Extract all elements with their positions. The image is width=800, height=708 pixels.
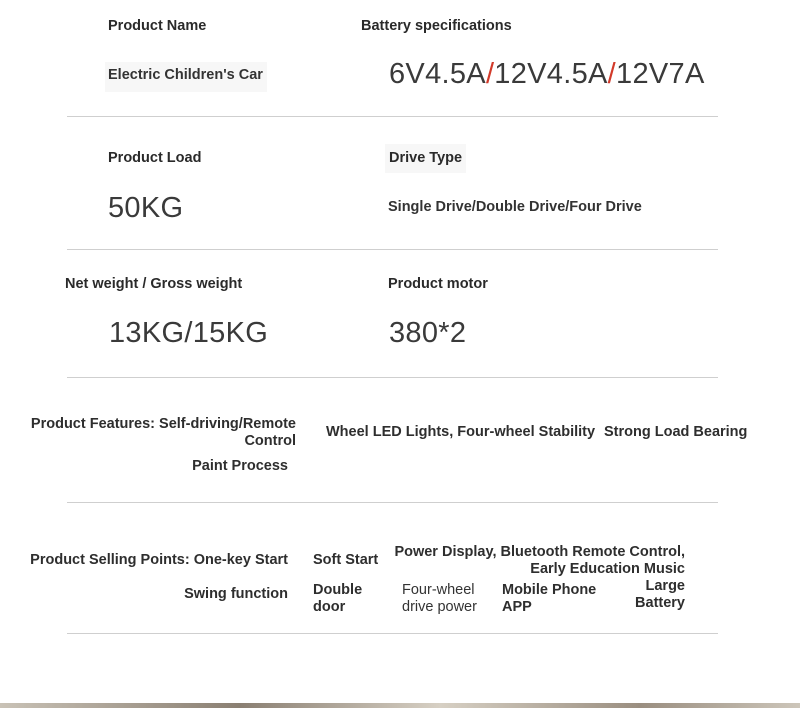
selling-mobile-app-line-2: APP: [502, 599, 532, 615]
battery-spec-value: [389, 58, 705, 91]
selling-large-battery-line-2: Battery: [635, 595, 685, 611]
divider-5: [67, 633, 718, 634]
drive-type-label: Drive Type: [385, 144, 466, 173]
battery-separator-1: /: [485, 58, 495, 90]
selling-mobile-app-line-1: Mobile Phone: [502, 582, 597, 598]
battery-separator-2: /: [607, 58, 617, 90]
battery-spec-label: Battery specifications: [361, 18, 512, 34]
selling-power-display-line-2: Early Education Music: [530, 561, 685, 577]
motor-label: Product motor: [388, 276, 488, 292]
selling-large-battery-line-1: Large: [645, 578, 685, 594]
selling-four-wheel-line-1: Four-wheel: [402, 582, 475, 598]
selling-soft-start: Soft Start: [313, 552, 379, 568]
selling-double-door-line-2: door: [313, 599, 346, 615]
weight-label: Net weight / Gross weight: [65, 276, 243, 292]
battery-option-1: 6V4.5A: [389, 58, 486, 90]
features-load-bearing: Strong Load Bearing: [604, 424, 748, 440]
selling-double-door: [313, 582, 362, 616]
battery-option-3: 12V7A: [616, 58, 705, 90]
motor-value: 380*2: [389, 317, 467, 349]
drive-type-value: Single Drive/Double Drive/Four Drive: [388, 199, 642, 215]
weight-value: 13KG/15KG: [109, 317, 269, 349]
divider-2: [67, 249, 718, 250]
divider-4: [67, 502, 718, 503]
selling-points-label: Product Selling Points: One-key Start: [30, 552, 288, 568]
bottom-image-strip: [0, 703, 800, 708]
product-load-label: Product Load: [108, 150, 202, 166]
product-load-value: 50KG: [108, 192, 184, 224]
features-paint-process: Paint Process: [192, 458, 288, 474]
selling-mobile-app: [502, 582, 596, 616]
product-name-label: Product Name: [108, 18, 207, 34]
selling-large-battery: [600, 578, 685, 612]
product-name-value: Electric Children's Car: [105, 62, 267, 92]
selling-four-wheel-line-2: drive power: [402, 599, 477, 615]
selling-double-door-line-1: Double: [313, 582, 363, 598]
selling-four-wheel: [402, 582, 477, 616]
features-line-2: Control: [244, 433, 296, 449]
selling-power-display-line-1: Power Display, Bluetooth Remote Control,: [394, 544, 685, 560]
selling-swing-function: Swing function: [184, 586, 288, 602]
features-line-1: Product Features: Self-driving/Remote: [30, 416, 296, 432]
features-led-stability: Wheel LED Lights, Four-wheel Stability: [326, 424, 596, 440]
battery-option-2: 12V4.5A: [494, 58, 608, 90]
divider-1: [67, 116, 718, 117]
divider-3: [67, 377, 718, 378]
selling-power-display: [380, 544, 685, 578]
